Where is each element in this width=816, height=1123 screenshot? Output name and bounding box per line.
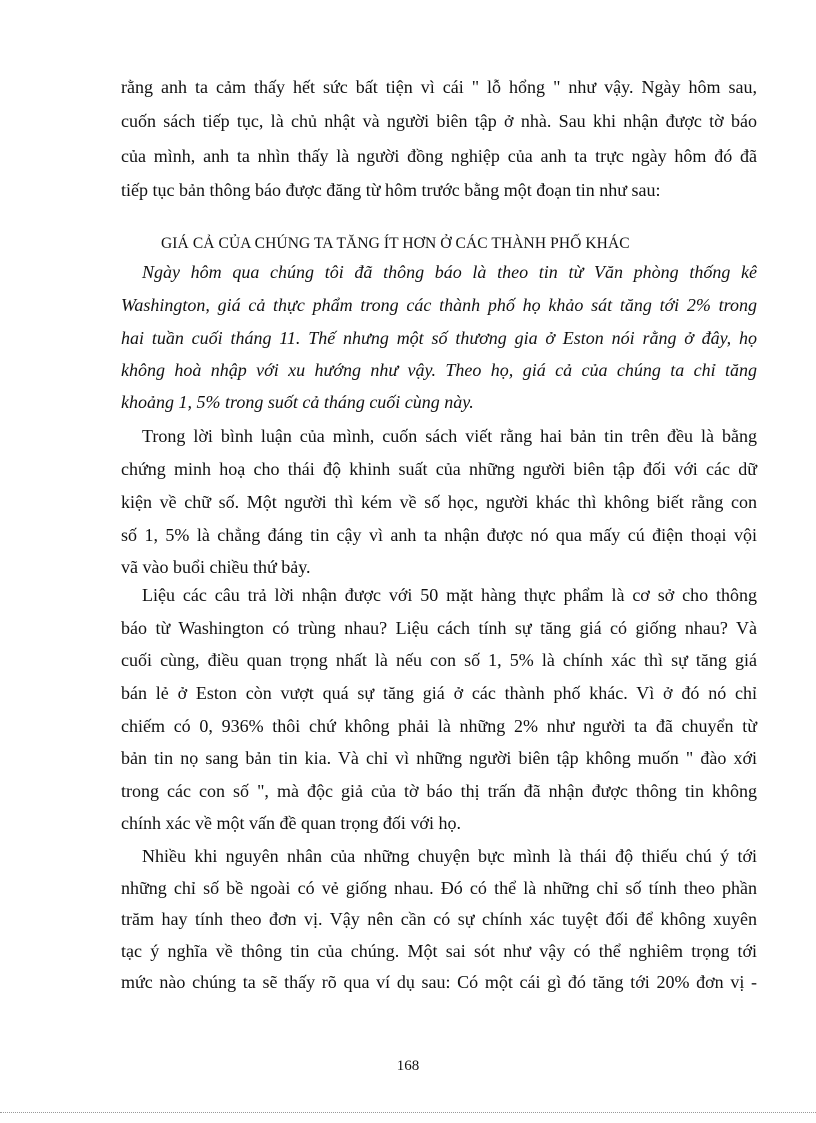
text-line: bản tin nọ sang bản tin kia. Và chỉ vì những người biên tập không muốn " đào xới bbox=[121, 748, 757, 768]
text-line: Liệu các câu trả lời nhận được với 50 mặt hàng thực phẩm là cơ sở cho thông bbox=[142, 585, 757, 605]
quote-line: không hoà nhập với xu hướng như vậy. Theo họ, giá cả của chúng ta chỉ tăng bbox=[121, 360, 757, 380]
text-line: cuốn sách tiếp tục, là chủ nhật và người biên tập ở nhà. Sau khi nhận được tờ báo bbox=[121, 111, 757, 131]
page-number: 168 bbox=[396, 1058, 420, 1074]
quote-line: khoảng 1, 5% trong suốt cả tháng cuối cùng này. bbox=[121, 392, 474, 412]
text-line: vã vào buổi chiều thứ bảy. bbox=[121, 557, 311, 577]
text-line: mức nào chúng ta sẽ thấy rõ qua ví dụ sau: Có một cái gì đó tăng tới 20% đơn vị - bbox=[121, 972, 757, 992]
quote-heading: GIÁ CẢ CỦA CHÚNG TA TĂNG ÍT HƠN Ở CÁC THÀNH PHỐ KHÁC bbox=[161, 235, 630, 252]
quote-line: Washington, giá cả thực phẩm trong các thành phố họ khảo sát tăng tới 2% trong bbox=[121, 295, 757, 315]
text-line: chứng minh hoạ cho thái độ khinh suất của những người biên tập đối với các dữ bbox=[121, 459, 757, 479]
text-line: tiếp tục bản thông báo được đăng từ hôm trước bằng một đoạn tin như sau: bbox=[121, 180, 661, 200]
text-line: của mình, anh ta nhìn thấy là người đồng nghiệp của anh ta trực ngày hôm đó đã bbox=[121, 146, 757, 166]
text-line: Nhiều khi nguyên nhân của những chuyện bực mình là thái độ thiếu chú ý tới bbox=[142, 846, 757, 866]
text-line: Trong lời bình luận của mình, cuốn sách viết rằng hai bản tin trên đều là bằng bbox=[142, 426, 757, 446]
text-line: tạc ý nghĩa về thông tin của chúng. Một sai sót như vậy có thể nghiêm trọng tới bbox=[121, 941, 757, 961]
text-line: kiện về chữ số. Một người thì kém về số học, người khác thì không biết rằng con bbox=[121, 492, 757, 512]
text-line: trăm hay tính theo đơn vị. Vậy nên cần có sự chính xác tuyệt đối để không xuyên bbox=[121, 909, 757, 929]
text-line: chính xác về một vấn đề quan trọng đối với họ. bbox=[121, 813, 461, 833]
text-line: những chỉ số bề ngoài có vẻ giống nhau. Đó có thể là những chỉ số tính theo phần bbox=[121, 878, 757, 898]
text-line: trong các con số ", mà độc giả của tờ báo thị trấn đã nhận được thông tin không bbox=[121, 781, 757, 801]
text-line: cuối cùng, điều quan trọng nhất là nếu con số 1, 5% là chính xác thì sự tăng giá bbox=[121, 650, 757, 670]
footer-dotted-rule bbox=[0, 1112, 816, 1113]
text-line: chiếm có 0, 936% thôi chứ không phải là những 2% như người ta đã chuyển từ bbox=[121, 716, 757, 736]
text-line: rằng anh ta cảm thấy hết sức bất tiện vì cái " lỗ hổng " như vậy. Ngày hôm sau, bbox=[121, 77, 757, 97]
quote-line: hai tuần cuối tháng 11. Thế nhưng một số thương gia ở Eston nói rằng ở đây, họ bbox=[121, 328, 757, 348]
text-line: báo từ Washington có trùng nhau? Liệu cách tính sự tăng giá có giống nhau? Và bbox=[121, 618, 757, 638]
text-line: số 1, 5% là chẳng đáng tin cậy vì anh ta nhận được nó qua mấy cú điện thoại vội bbox=[121, 525, 757, 545]
text-line: bán lẻ ở Eston còn vượt quá sự tăng giá ở các thành phố khác. Vì ở đó nó chỉ bbox=[121, 683, 757, 703]
quote-line: Ngày hôm qua chúng tôi đã thông báo là theo tin từ Văn phòng thống kê bbox=[142, 262, 757, 282]
